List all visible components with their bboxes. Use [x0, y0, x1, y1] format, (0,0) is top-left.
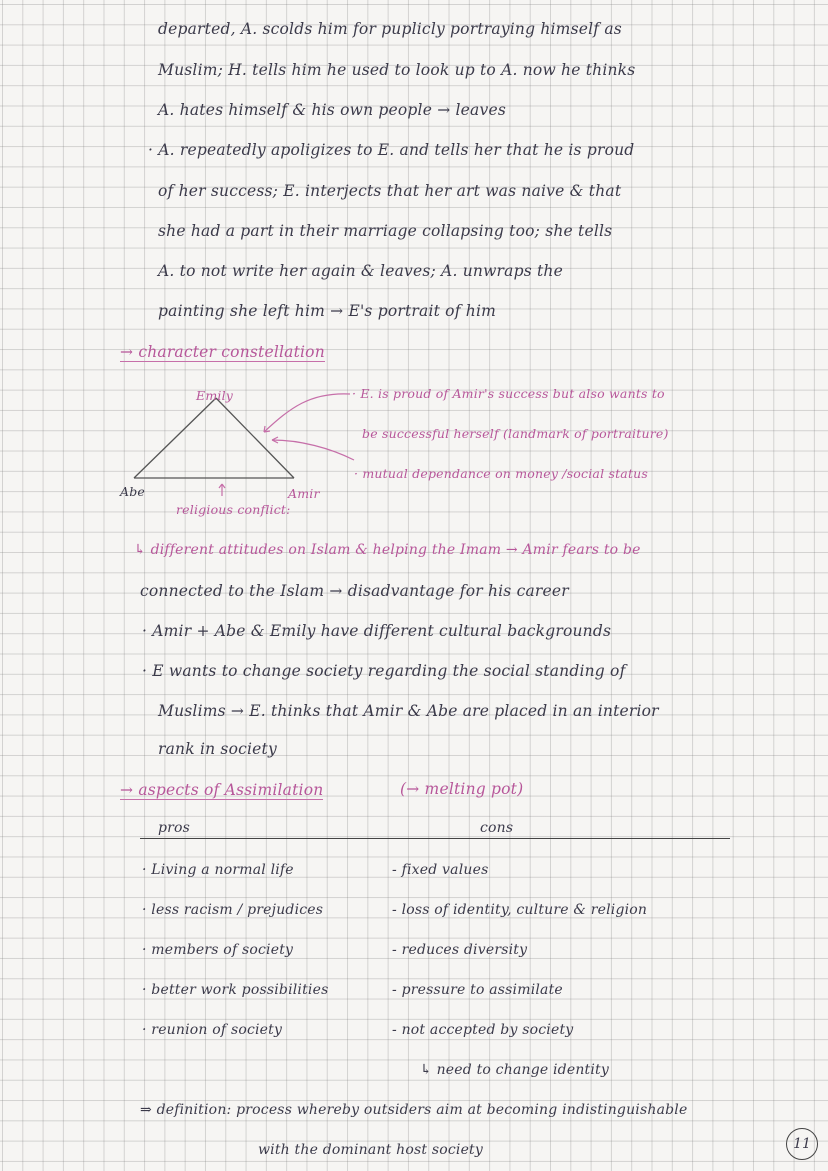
definition-line-1: ⇒ definition: process whereby outsiders aim at becoming indistinguishable [140, 1102, 688, 1118]
conflict-line-6: rank in society [158, 740, 277, 758]
conflict-line-4: · E wants to change society regarding the social standing of [142, 662, 626, 680]
note-line-3: A. hates himself & his own people → leaves [158, 101, 506, 119]
note-line-1: departed, A. scolds him for puplicly portraying himself as [158, 20, 622, 38]
pros-item-3: · members of society [142, 942, 294, 958]
diagram-note-2: be successful herself (landmark of portraiture) [362, 426, 669, 441]
pros-item-2: · less racism / prejudices [142, 902, 324, 918]
diagram-note-3: · mutual dependance on money /social status [354, 466, 649, 481]
note-line-8: painting she left him → E's portrait of him [158, 302, 497, 320]
section-character-label: → character constellation [120, 343, 325, 361]
pros-item-1: · Living a normal life [142, 862, 294, 878]
note-line-2: Muslim; H. tells him he used to look up to A. now he thinks [158, 61, 636, 79]
cons-header: cons [480, 820, 514, 836]
page-number-badge [786, 1128, 818, 1160]
cons-item-3: - reduces diversity [392, 942, 528, 958]
note-line-4: · A. repeatedly apoligizes to E. and tells her that he is proud [148, 141, 635, 159]
pros-item-4: · better work possibilities [142, 982, 329, 998]
cons-item-2: - loss of identity, culture & religion [392, 902, 648, 918]
label-religious-conflict: religious conflict: [176, 502, 291, 517]
conflict-line-3: · Amir + Abe & Emily have different cultural backgrounds [142, 622, 612, 640]
table-divider [140, 838, 730, 839]
note-line-7: A. to not write her again & leaves; A. unwraps the [158, 262, 563, 280]
triangle-right-side [216, 398, 294, 478]
note-line-5: of her success; E. interjects that her art was naive & that [158, 182, 622, 200]
pros-item-5: · reunion of society [142, 1022, 283, 1038]
label-abe: Abe [120, 484, 146, 499]
triangle-left-side [134, 398, 216, 478]
cons-item-6: ↳ need to change identity [420, 1062, 609, 1078]
section-assimilation [120, 781, 323, 799]
cons-item-1: - fixed values [392, 862, 489, 878]
page-number: 11 [793, 1136, 811, 1152]
melting-pot-note: (→ melting pot) [400, 780, 524, 798]
conflict-line-5: Muslims → E. thinks that Amir & Abe are placed in an interior [158, 702, 659, 720]
pros-header: pros [158, 820, 191, 836]
label-emily: Emily [196, 388, 234, 403]
definition-line-2: with the dominant host society [258, 1142, 483, 1158]
cons-item-4: - pressure to assimilate [392, 982, 563, 998]
section-assimilation-label: → aspects of Assimilation [120, 781, 324, 799]
arrow-note-1 [264, 394, 350, 432]
note-line-6: she had a part in their marriage collapsing too; she tells [158, 222, 613, 240]
conflict-line-1: ↳ different attitudes on Islam & helping the Imam → Amir fears to be [134, 542, 641, 558]
cons-item-5: - not accepted by society [392, 1022, 574, 1038]
label-amir: Amir [288, 486, 320, 501]
conflict-line-2: connected to the Islam → disadvantage for his career [140, 582, 569, 600]
arrow-note-3 [272, 440, 354, 460]
diagram-note-1: · E. is proud of Amir's success but also wants to [352, 386, 665, 401]
